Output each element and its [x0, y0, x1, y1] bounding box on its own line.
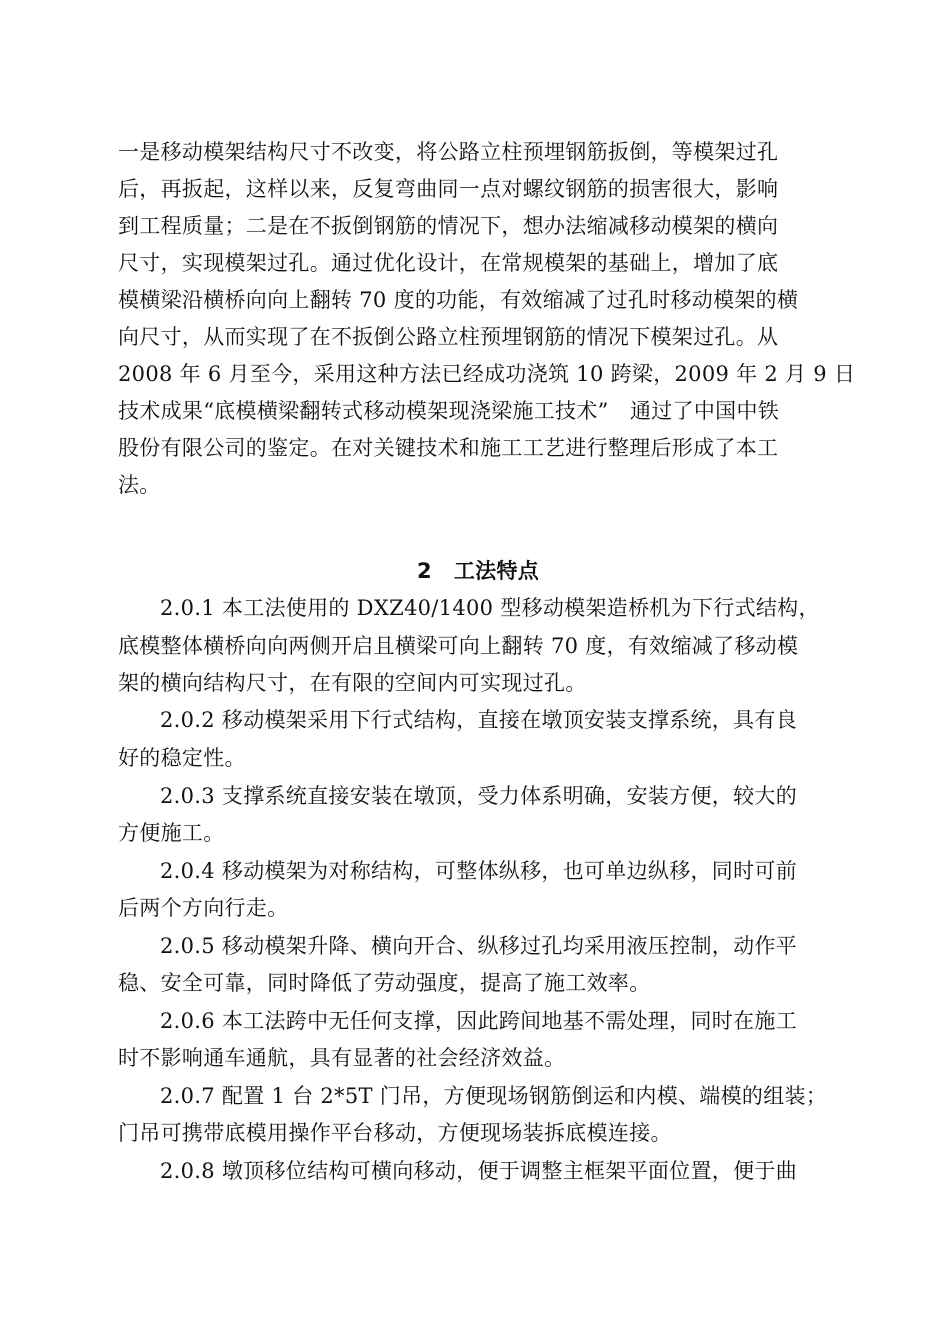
text-line: 模横梁沿横桥向向上翻转 70 度的功能，有效缩减了过孔时移动模架的横 — [118, 288, 799, 312]
text-line: 稳、安全可靠，同时降低了劳动强度，提高了施工效率。 — [118, 971, 651, 995]
section-number: 2 — [416, 559, 432, 583]
text-line: 门吊可携带底模用操作平台移动，方便现场装拆底模连接。 — [118, 1121, 672, 1145]
text-line: 技术成果“底模横梁翻转式移动模架现浇梁施工技术” 通过了中国中铁 — [118, 399, 780, 423]
text-line: 一是移动模架结构尺寸不改变，将公路立柱预埋钢筋扳倒，等模架过孔 — [118, 140, 779, 164]
text-line: 2.0.5 移动模架升降、横向开合、纵移过孔均采用液压控制，动作平 — [160, 934, 798, 958]
section-heading — [118, 553, 838, 590]
text-line: 2.0.3 支撑系统直接安装在墩顶，受力体系明确，安装方便，较大的 — [160, 784, 798, 808]
text-line: 2.0.2 移动模架采用下行式结构，直接在墩顶安装支撑系统，具有良 — [160, 708, 798, 732]
section-title: 工法特点 — [453, 559, 540, 583]
text-line: 2.0.7 配置 1 台 2*5T 门吊，方便现场钢筋倒运和内模、端模的组装； — [160, 1084, 828, 1108]
text-line: 好的稳定性。 — [118, 746, 246, 770]
text-line: 2008 年 6 月至今，采用这种方法已经成功浇筑 10 跨梁，2009 年 2 月 9 日 — [118, 362, 856, 386]
text-line: 向尺寸，从而实现了在不扳倒公路立柱预埋钢筋的情况下模架过孔。从 — [118, 325, 779, 349]
text-line: 2.0.4 移动模架为对称结构，可整体纵移，也可单边纵移，同时可前 — [160, 859, 798, 883]
text-line: 尺寸，实现模架过孔。通过优化设计，在常规模架的基础上，增加了底 — [118, 251, 779, 275]
text-line: 股份有限公司的鉴定。在对关键技术和施工工艺进行整理后形成了本工 — [118, 436, 779, 460]
text-line: 法。 — [118, 473, 161, 497]
text-line: 架的横向结构尺寸，在有限的空间内可实现过孔。 — [118, 671, 587, 695]
text-line: 2.0.1 本工法使用的 DXZ40/1400 型移动模架造桥机为下行式结构， — [160, 596, 820, 620]
text-line: 后，再扳起，这样以来，反复弯曲同一点对螺纹钢筋的损害很大，影响 — [118, 177, 779, 201]
text-line: 方便施工。 — [118, 821, 225, 845]
text-line: 2.0.6 本工法跨中无任何支撑，因此跨间地基不需处理，同时在施工 — [160, 1009, 798, 1033]
text-line: 到工程质量；二是在不扳倒钢筋的情况下，想办法缩减移动模架的横向 — [118, 214, 779, 238]
text-line: 后两个方向行走。 — [118, 896, 289, 920]
text-line: 底模整体横桥向向两侧开启且横梁可向上翻转 70 度，有效缩减了移动模 — [118, 634, 799, 658]
text-line: 2.0.8 墩顶移位结构可横向移动，便于调整主框架平面位置，便于曲 — [160, 1159, 798, 1183]
text-line: 时不影响通车通航，具有显著的社会经济效益。 — [118, 1046, 566, 1070]
